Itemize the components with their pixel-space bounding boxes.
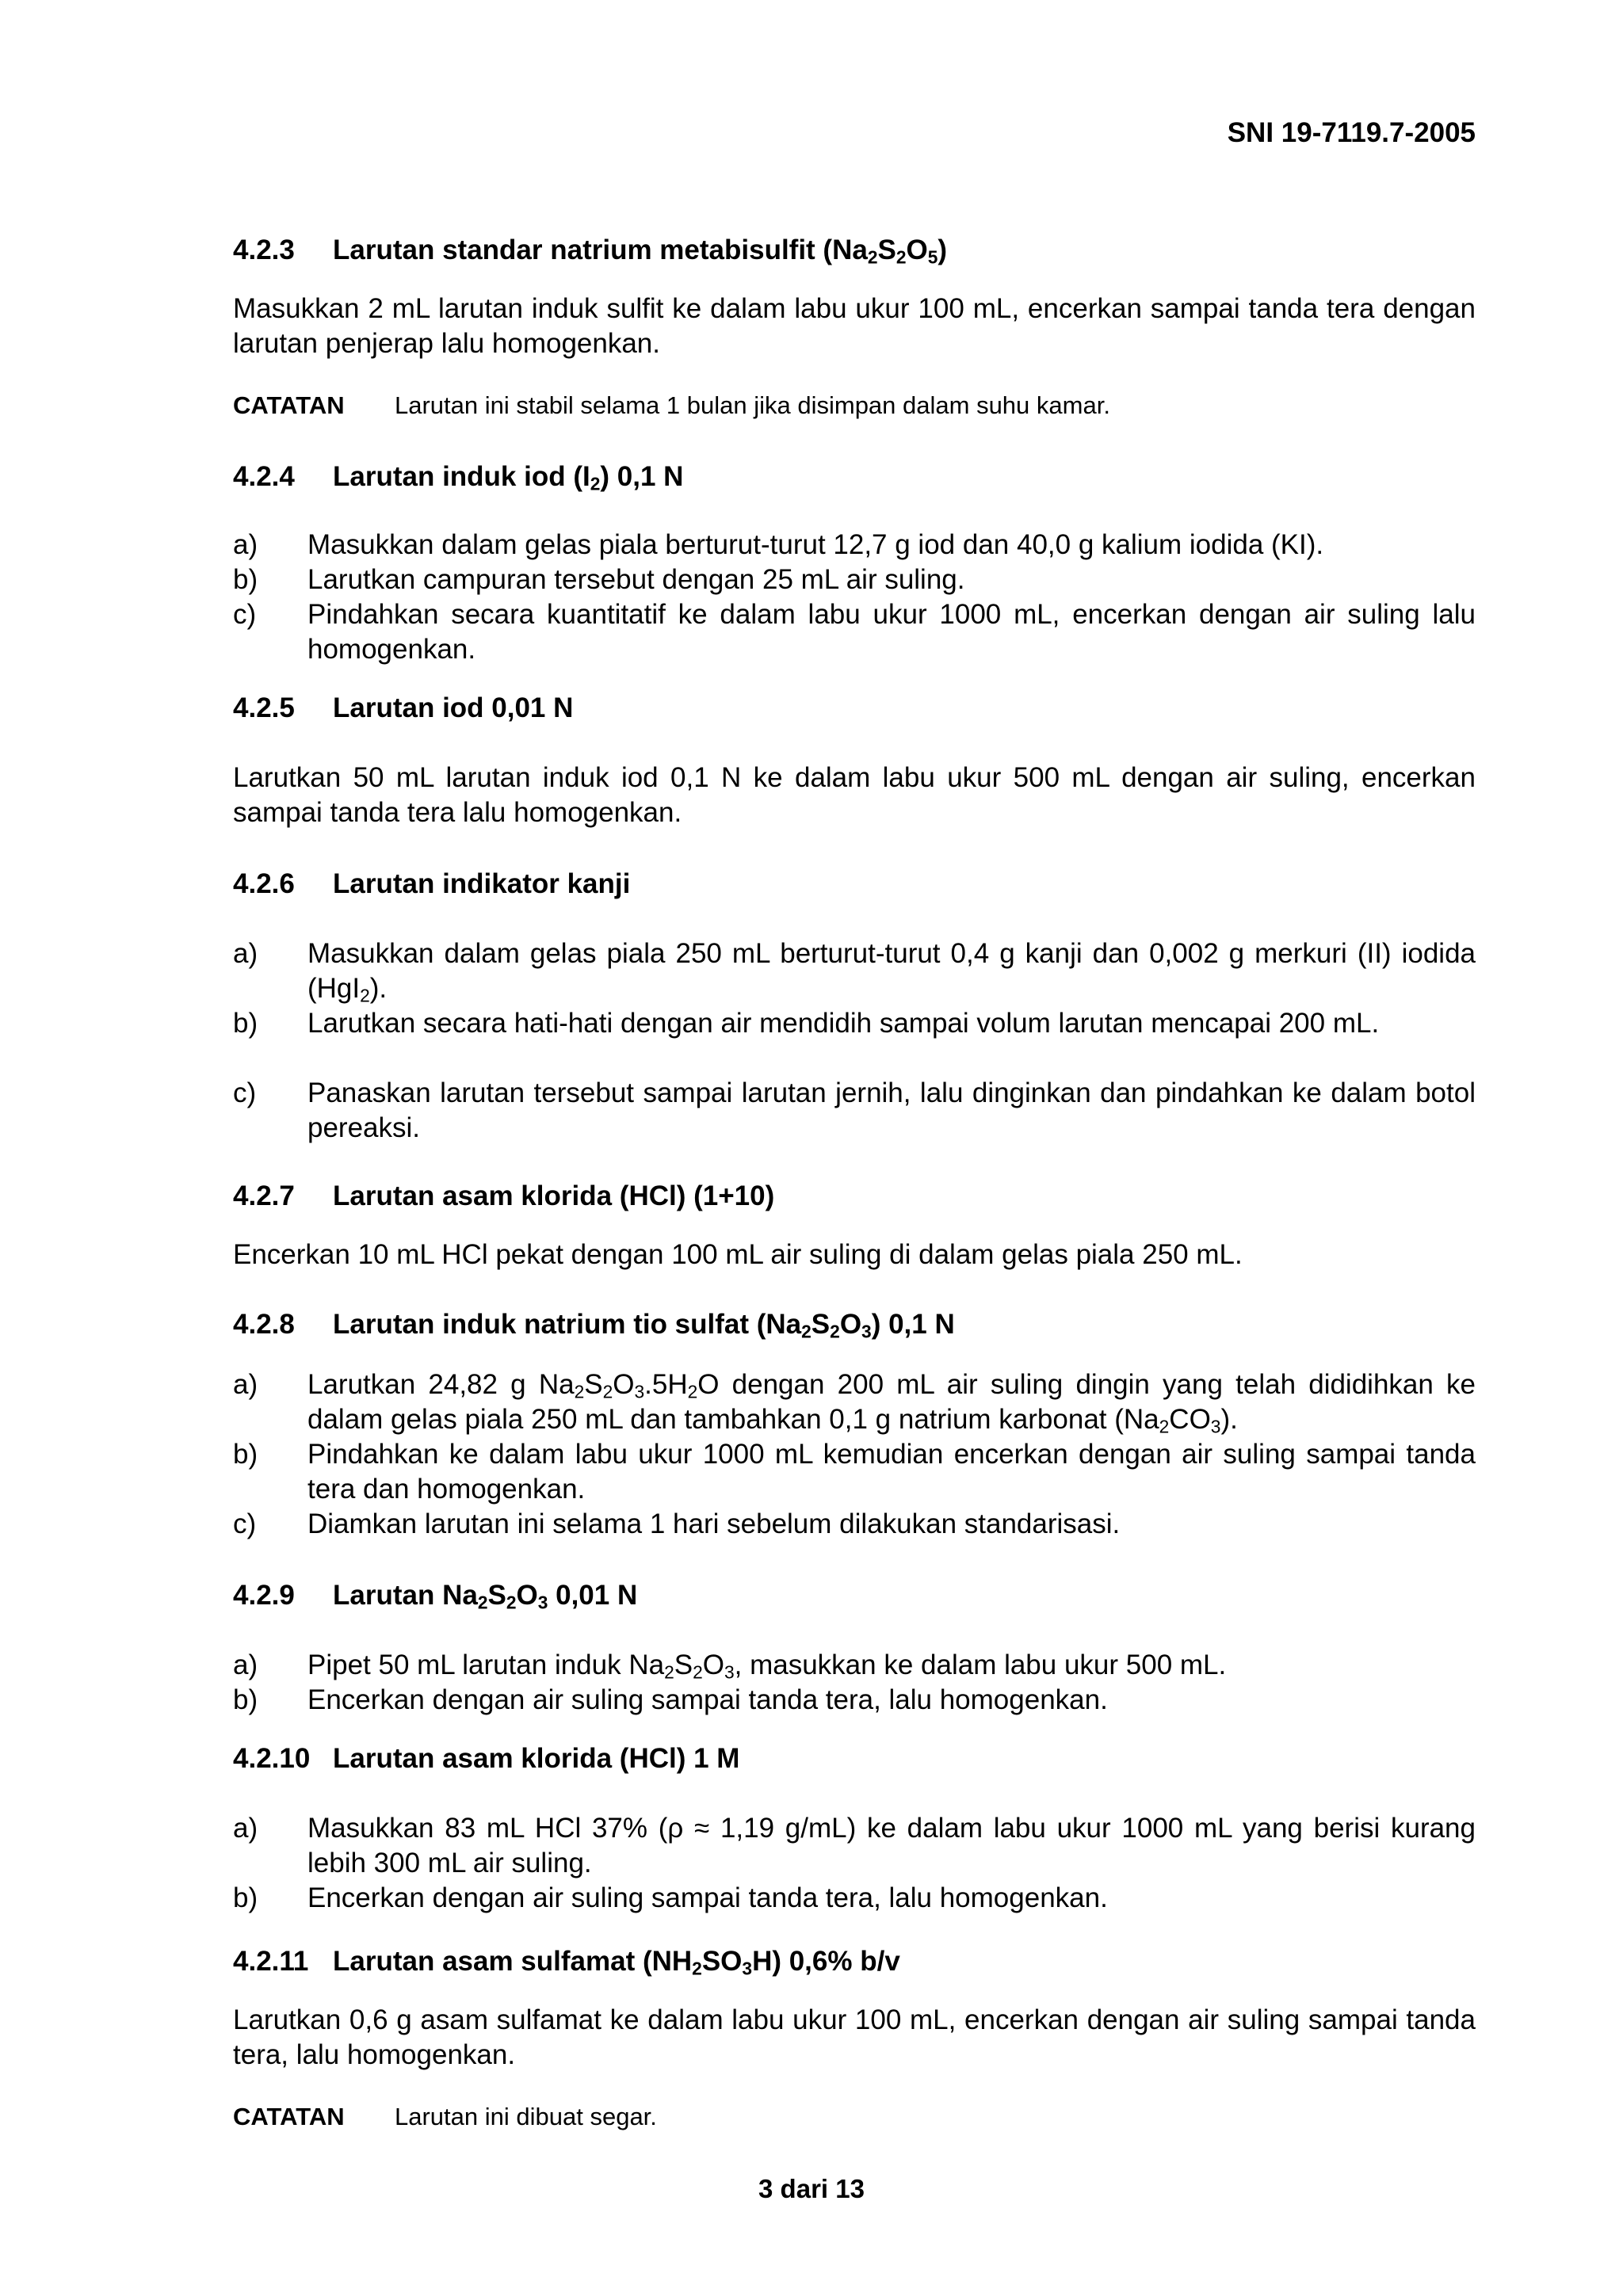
- section-number: 4.2.8: [233, 1309, 295, 1340]
- note-4-2-11: [233, 2103, 657, 2131]
- heading-4-2-6: 4.2.6 Larutan indikator kanji: [233, 868, 631, 899]
- section-number: 4.2.4: [233, 461, 295, 492]
- list-item: a) Masukkan dalam gelas piala berturut-turut 12,7 g iod dan 40,0 g kalium iodida (KI).: [233, 529, 1324, 560]
- heading-4-2-3: 4.2.3 Larutan standar natrium metabisulfit $(Na_2S_2O_5)$: [233, 235, 948, 268]
- section-number: 4.2.10: [233, 1743, 311, 1774]
- note-text: Larutan ini dibuat segar.: [395, 2103, 657, 2130]
- list-item: a) Larutkan 24,82 g $Na_2S_2O_3.5H_2O$ dengan 200 mL air suling dingin yang telah dididihkan ke dalam gelas piala 250 mL dan tambahkan 0,1 g natrium karbonat $(Na_2CO_3)$.: [233, 1369, 1476, 1437]
- paragraph-4-2-5: Larutkan 50 mL larutan induk iod 0,1 N ke dalam labu ukur 500 mL dengan air suling, encerkan sampai tanda tera lalu homogenkan.: [233, 762, 1476, 828]
- section-number: 4.2.11: [233, 1946, 309, 1977]
- list-item: a) Masukkan dalam gelas piala 250 mL berturut-turut 0,4 g kanji dan 0,002 g merkuri (II) iodida (HgI$_2$).: [233, 938, 1476, 1006]
- list-item: b) Larutkan campuran tersebut dengan 25 mL air suling.: [233, 564, 965, 595]
- paragraph-4-2-7: Encerkan 10 mL HCl pekat dengan 100 mL air suling di dalam gelas piala 250 mL.: [233, 1239, 1243, 1270]
- section-number: 4.2.5: [233, 692, 295, 723]
- heading-4-2-4: 4.2.4 Larutan induk iod $(I_2)$ 0,1 N: [233, 461, 684, 494]
- list-item: c) Diamkan larutan ini selama 1 hari sebelum dilakukan standarisasi.: [233, 1508, 1121, 1539]
- document-id-header: SNI 19-7119.7-2005: [1227, 117, 1476, 148]
- heading-4-2-7: 4.2.7 Larutan asam klorida (HCl) (1+10): [233, 1180, 775, 1211]
- paragraph-4-2-3: Masukkan 2 mL larutan induk sulfit ke dalam labu ukur 100 mL, encerkan sampai tanda tera dengan larutan penjerap lalu homogenkan.: [233, 293, 1476, 359]
- heading-4-2-11: 4.2.11 Larutan asam sulfamat $(NH_2SO_3H)$ 0,6% b/v: [233, 1946, 900, 1979]
- heading-4-2-10: 4.2.10 Larutan asam klorida (HCl) 1 M: [233, 1743, 740, 1774]
- note-label: CATATAN: [233, 2103, 345, 2130]
- heading-4-2-8: 4.2.8 Larutan induk natrium tio sulfat $(Na_2S_2O_3)$ 0,1 N: [233, 1309, 955, 1342]
- section-number: 4.2.6: [233, 868, 295, 899]
- list-item: c) Panaskan larutan tersebut sampai larutan jernih, lalu dinginkan dan pindahkan ke dalam botol pereaksi.: [233, 1077, 1476, 1143]
- section-number: 4.2.9: [233, 1580, 295, 1611]
- section-number: 4.2.7: [233, 1180, 295, 1211]
- list-item: a) Masukkan 83 mL HCl 37% (ρ ≈ 1,19 g/mL) ke dalam labu ukur 1000 mL yang berisi kurang lebih 300 mL air suling.: [233, 1813, 1476, 1878]
- note-text: Larutan ini stabil selama 1 bulan jika disimpan dalam suhu kamar.: [395, 391, 1110, 419]
- paragraph-4-2-11: Larutkan 0,6 g asam sulfamat ke dalam labu ukur 100 mL, encerkan dengan air suling sampai tanda tera, lalu homogenkan.: [233, 2004, 1476, 2070]
- section-number: 4.2.3: [233, 235, 295, 265]
- list-item: b) Larutkan secara hati-hati dengan air mendidih sampai volum larutan mencapai 200 mL.: [233, 1008, 1380, 1039]
- note-4-2-3: [233, 391, 1110, 420]
- list-item: c) Pindahkan secara kuantitatif ke dalam labu ukur 1000 mL, encerkan dengan air suling lalu homogenkan.: [233, 599, 1476, 665]
- heading-4-2-5: 4.2.5 Larutan iod 0,01 N: [233, 692, 574, 723]
- list-item: b) Encerkan dengan air suling sampai tanda tera, lalu homogenkan.: [233, 1684, 1108, 1715]
- page-number-footer: 3 dari 13: [758, 2174, 865, 2203]
- list-item: b) Encerkan dengan air suling sampai tanda tera, lalu homogenkan.: [233, 1882, 1108, 1913]
- note-label: CATATAN: [233, 391, 345, 419]
- list-item: b) Pindahkan ke dalam labu ukur 1000 mL kemudian encerkan dengan air suling sampai tanda tera dan homogenkan.: [233, 1439, 1476, 1505]
- list-item: a) Pipet 50 mL larutan induk $Na_2S_2O_3$, masukkan ke dalam labu ukur 500 mL.: [233, 1650, 1227, 1683]
- heading-4-2-9: 4.2.9 Larutan $Na_2S_2O_3$ 0,01 N: [233, 1580, 638, 1613]
